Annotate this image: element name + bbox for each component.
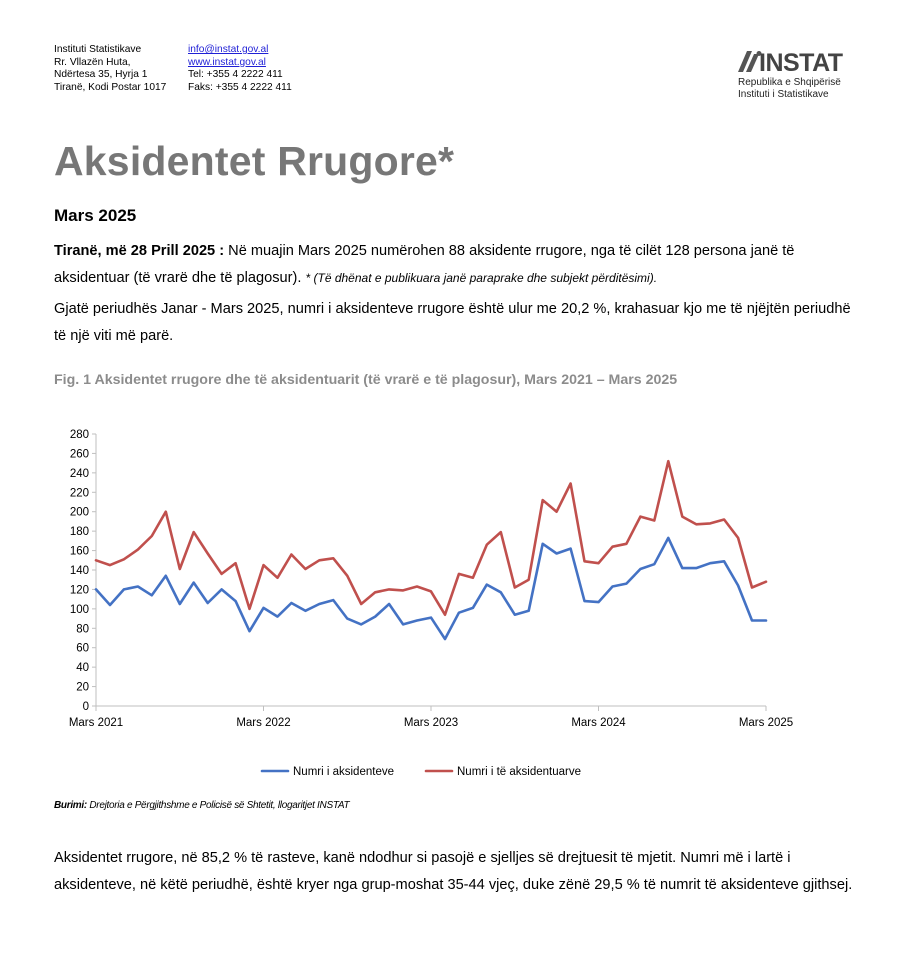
org-line: Instituti Statistikave xyxy=(54,44,142,55)
y-tick-label: 40 xyxy=(76,662,89,675)
y-axis xyxy=(70,429,96,713)
phone-number: Tel: +355 4 2222 411 xyxy=(188,69,283,81)
y-tick-label: 80 xyxy=(76,623,89,636)
x-axis xyxy=(69,706,793,729)
y-tick-label: 20 xyxy=(76,681,89,694)
website-link[interactable]: www.instat.gov.al xyxy=(188,56,266,68)
intro-text: Në muajin Mars 2025 numërohen 88 aksidente rrugore, nga të cilët 128 persona janë të aksidentuar (të vrarë dhe të plagosur). xyxy=(54,243,795,286)
y-tick-label: 180 xyxy=(69,526,89,539)
y-tick-label: 160 xyxy=(69,545,89,558)
y-tick-label: 200 xyxy=(69,506,89,519)
chart-legend xyxy=(262,766,581,778)
x-tick-label: Mars 2023 xyxy=(403,717,459,729)
logo-subtitle-1: Republika e Shqipërisë xyxy=(738,77,841,88)
period-paragraph: Gjatë periudhës Janar - Mars 2025, numri i aksidenteve rrugore është ulur me 20,2 %, krahasuar kjo me të njëjtën periudhë të një viti më parë. xyxy=(54,301,851,344)
y-tick-label: 100 xyxy=(69,603,89,616)
x-tick-label: Mars 2021 xyxy=(68,717,124,729)
y-tick-label: 280 xyxy=(69,429,89,441)
header-address xyxy=(54,44,166,94)
y-tick-label: 240 xyxy=(69,467,89,480)
y-tick-label: 60 xyxy=(76,642,89,655)
x-tick-label: Mars 2025 xyxy=(738,717,794,729)
figure-title: Fig. 1 Aksidentet rrugore dhe të aksidentuarit (të vrarë e të plagosur), Mars 2021 – Mars 2025 xyxy=(54,372,678,388)
source-note xyxy=(54,800,349,811)
y-tick-label: 140 xyxy=(69,565,89,577)
legend-label: Numri i aksidenteve xyxy=(293,766,394,778)
causes-paragraph: Aksidentet rrugore, në 85,2 % të rasteve, kanë ndodhur si pasojë e sjelljes së drejtuesit të mjetit. Numri më i lartë i aksidenteve, në këtë periudhë, është kryer nga grup-moshat 35-44 vjeç, duke zënë 29,5 % të numrit të aksidenteve gjithsej. xyxy=(54,850,853,893)
source-text: Drejtoria e Përgjithshme e Policisë së Shtetit, llogaritjet INSTAT xyxy=(86,800,350,811)
x-tick-label: Mars 2024 xyxy=(571,717,626,729)
y-tick-label: 220 xyxy=(69,487,89,500)
email-link[interactable]: info@instat.gov.al xyxy=(188,44,269,55)
x-tick-label: Mars 2022 xyxy=(236,717,291,729)
line-chart xyxy=(54,420,814,795)
y-tick-label: 260 xyxy=(69,448,89,461)
intro-paragraph xyxy=(54,238,854,292)
source-label: Burimi: xyxy=(54,800,87,811)
org-line: Ndërtesa 35, Hyrja 1 xyxy=(54,69,148,81)
page-title: Aksidentet Rrugore* xyxy=(54,138,455,184)
series-line-injured xyxy=(96,461,766,615)
org-line: Tiranë, Kodi Postar 1017 xyxy=(54,81,167,93)
org-line: Rr. Vllazën Huta, xyxy=(54,56,131,68)
fax-number: Faks: +355 4 2222 411 xyxy=(188,81,292,93)
logo-subtitle-2: Instituti i Statistikave xyxy=(738,89,829,100)
dateline: Tiranë, më 28 Prill 2025 : xyxy=(54,243,225,259)
logo-text: INSTAT xyxy=(759,49,843,77)
page-subtitle: Mars 2025 xyxy=(54,206,137,225)
y-tick-label: 0 xyxy=(82,701,89,713)
series-line-accidents xyxy=(96,538,766,639)
preliminary-note: * (Të dhënat e publikuara janë paraprake dhe subjekt përditësimi). xyxy=(305,271,658,285)
y-tick-label: 120 xyxy=(69,584,89,597)
series-layer xyxy=(96,461,766,639)
instat-logo xyxy=(738,50,850,100)
header-contacts xyxy=(188,44,292,94)
logo-mark xyxy=(738,50,850,76)
legend-label: Numri i të aksidentuarve xyxy=(457,766,581,778)
